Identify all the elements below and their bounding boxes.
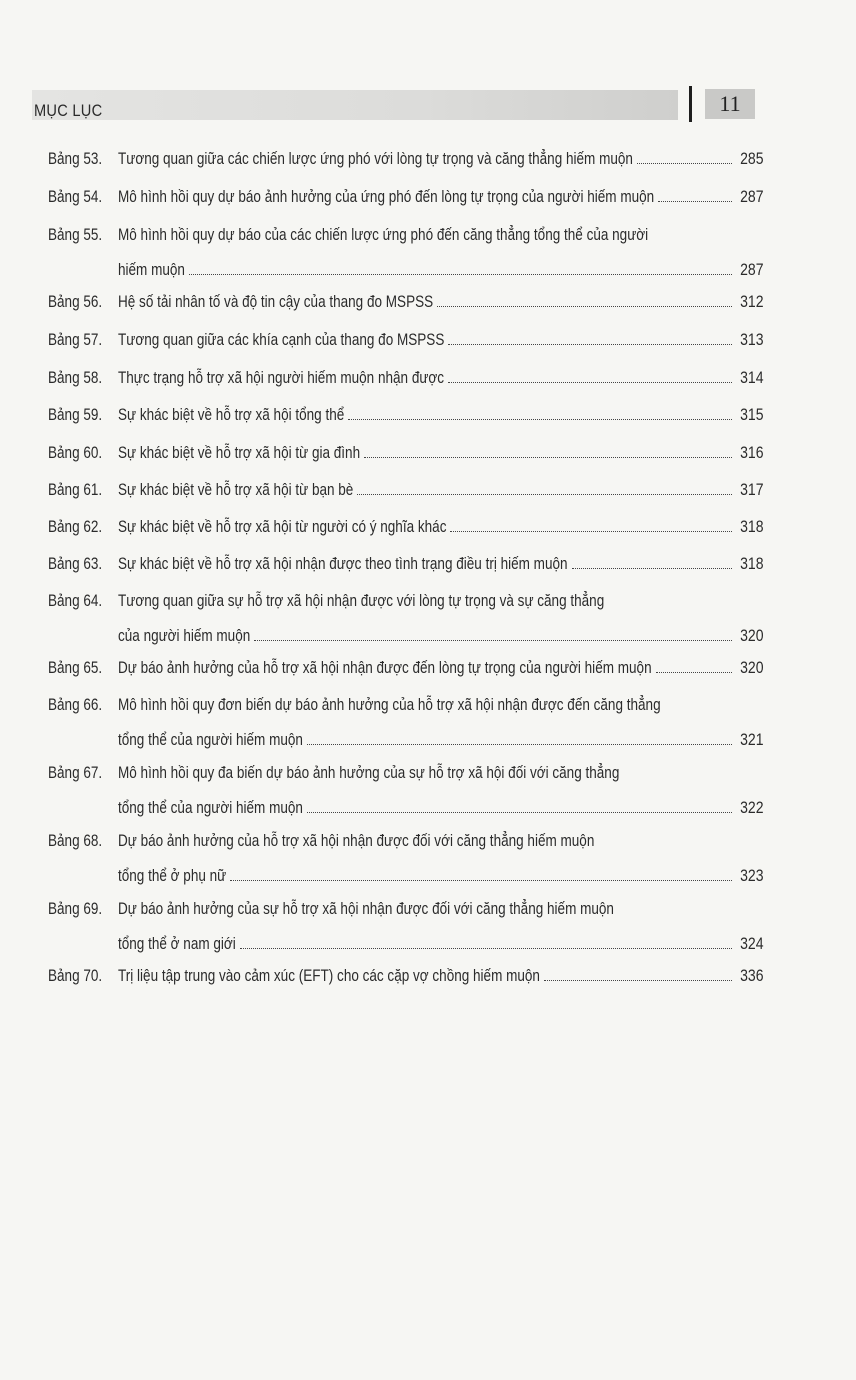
table-label: Bảng 69. [48, 900, 103, 918]
page-reference: 315 [740, 406, 764, 424]
entry-line [118, 518, 764, 537]
table-label: Bảng 63. [48, 555, 103, 573]
table-label: Bảng 60. [48, 444, 103, 462]
dot-leader [437, 305, 732, 307]
entry-title-continued: tổng thể của người hiếm muộn [118, 799, 303, 817]
page-reference: 336 [740, 967, 764, 985]
entry-title: Dự báo ảnh hưởng của hỗ trợ xã hội nhận được đến lòng tự trọng của người hiếm muộn [118, 659, 652, 677]
entry-line [118, 967, 764, 986]
table-label: Bảng 65. [48, 659, 103, 677]
entry-line [118, 867, 764, 886]
dot-leader [448, 343, 732, 345]
entry-title: Mô hình hồi quy dự báo ảnh hưởng của ứng phó đến lòng tự trọng của người hiếm muộn [118, 188, 655, 206]
entry-line [118, 659, 764, 678]
page-reference: 318 [740, 555, 764, 573]
entry-line [118, 406, 764, 425]
page-reference: 320 [740, 659, 764, 677]
entry-title-continued: tổng thể của người hiếm muộn [118, 731, 303, 749]
table-label: Bảng 67. [48, 764, 103, 782]
entry-line [118, 150, 764, 169]
entry-title-continued: hiếm muộn [118, 261, 185, 279]
table-label: Bảng 61. [48, 481, 103, 499]
page-reference: 321 [740, 731, 764, 749]
table-label: Bảng 58. [48, 369, 103, 387]
dot-leader [658, 200, 732, 202]
table-label: Bảng 64. [48, 592, 103, 610]
dot-leader [240, 947, 733, 949]
entry-line [118, 188, 764, 207]
page-reference: 285 [740, 150, 764, 168]
entry-line [118, 261, 764, 280]
entry-line [118, 935, 764, 954]
dot-leader [544, 979, 733, 981]
entry-title: Trị liệu tập trung vào cảm xúc (EFT) cho các cặp vợ chồng hiếm muộn [118, 967, 540, 985]
entry-line [118, 331, 764, 350]
entry-title: Mô hình hồi quy dự báo của các chiến lược ứng phó đến căng thẳng tổng thể của người [118, 226, 649, 244]
dot-leader [364, 456, 732, 458]
entry-line [118, 627, 764, 646]
page-reference: 318 [740, 518, 764, 536]
entry-title: Hệ số tải nhân tố và độ tin cậy của thang đo MSPSS [118, 293, 434, 311]
page-reference: 324 [740, 935, 764, 953]
entry-title: Sự khác biệt về hỗ trợ xã hội từ bạn bè [118, 481, 354, 499]
page-reference: 313 [740, 331, 764, 349]
dot-leader [307, 811, 733, 813]
page-reference: 322 [740, 799, 764, 817]
entry-line [118, 481, 764, 500]
entry-title: Sự khác biệt về hỗ trợ xã hội từ người có ý nghĩa khác [118, 518, 447, 536]
table-label: Bảng 56. [48, 293, 103, 311]
table-label: Bảng 55. [48, 226, 103, 244]
dot-leader [357, 493, 732, 495]
page-reference: 312 [740, 293, 764, 311]
table-label: Bảng 70. [48, 967, 103, 985]
entry-line [118, 293, 764, 312]
dot-leader [254, 639, 732, 641]
entry-title: Tương quan giữa các khía cạnh của thang đo MSPSS [118, 331, 445, 349]
entry-title: Tương quan giữa các chiến lược ứng phó với lòng tự trọng và căng thẳng hiếm muộn [118, 150, 633, 168]
page-reference: 320 [740, 627, 764, 645]
entry-title: Sự khác biệt về hỗ trợ xã hội tổng thể [118, 406, 345, 424]
entry-title: Tương quan giữa sự hỗ trợ xã hội nhận được với lòng tự trọng và sự căng thẳng [118, 592, 605, 610]
dot-leader [189, 273, 733, 275]
dot-leader [572, 567, 733, 569]
entry-title: Sự khác biệt về hỗ trợ xã hội nhận được theo tình trạng điều trị hiếm muộn [118, 555, 568, 573]
table-label: Bảng 57. [48, 331, 103, 349]
table-label: Bảng 62. [48, 518, 103, 536]
dot-leader [637, 162, 733, 164]
entry-title: Sự khác biệt về hỗ trợ xã hội từ gia đình [118, 444, 361, 462]
entry-title-continued: tổng thể ở phụ nữ [118, 867, 227, 885]
page-number: 11 [719, 91, 741, 116]
page-reference: 316 [740, 444, 764, 462]
table-label: Bảng 54. [48, 188, 103, 206]
entry-title: Mô hình hồi quy đa biến dự báo ảnh hưởng của sự hỗ trợ xã hội đối với căng thẳng [118, 764, 620, 782]
table-label: Bảng 59. [48, 406, 103, 424]
page-reference: 314 [740, 369, 764, 387]
dot-leader [348, 418, 732, 420]
page-reference: 287 [740, 188, 764, 206]
entry-title: Dự báo ảnh hưởng của hỗ trợ xã hội nhận được đối với căng thẳng hiếm muộn [118, 832, 595, 850]
entry-title-continued: của người hiếm muộn [118, 627, 251, 645]
page-reference: 287 [740, 261, 764, 279]
entry-title: Mô hình hồi quy đơn biến dự báo ảnh hưởng của hỗ trợ xã hội nhận được đến căng thẳng [118, 696, 661, 714]
dot-leader [450, 530, 732, 532]
entry-line [118, 369, 764, 388]
dot-leader [656, 671, 733, 673]
entry-line [118, 799, 764, 818]
dot-leader [448, 381, 732, 383]
entry-title-continued: tổng thể ở nam giới [118, 935, 236, 953]
table-label: Bảng 66. [48, 696, 103, 714]
entry-line [118, 555, 764, 574]
page-title: MỤC LỤC [34, 101, 103, 120]
page-reference: 323 [740, 867, 764, 885]
table-label: Bảng 68. [48, 832, 103, 850]
dot-leader [307, 743, 733, 745]
page-reference: 317 [740, 481, 764, 499]
entry-line [118, 731, 764, 750]
dot-leader [230, 879, 732, 881]
entry-title: Dự báo ảnh hưởng của sự hỗ trợ xã hội nhận được đối với căng thẳng hiếm muộn [118, 900, 614, 918]
entry-title: Thực trạng hỗ trợ xã hội người hiếm muộn nhận được [118, 369, 445, 387]
table-label: Bảng 53. [48, 150, 103, 168]
entry-line [118, 444, 764, 463]
